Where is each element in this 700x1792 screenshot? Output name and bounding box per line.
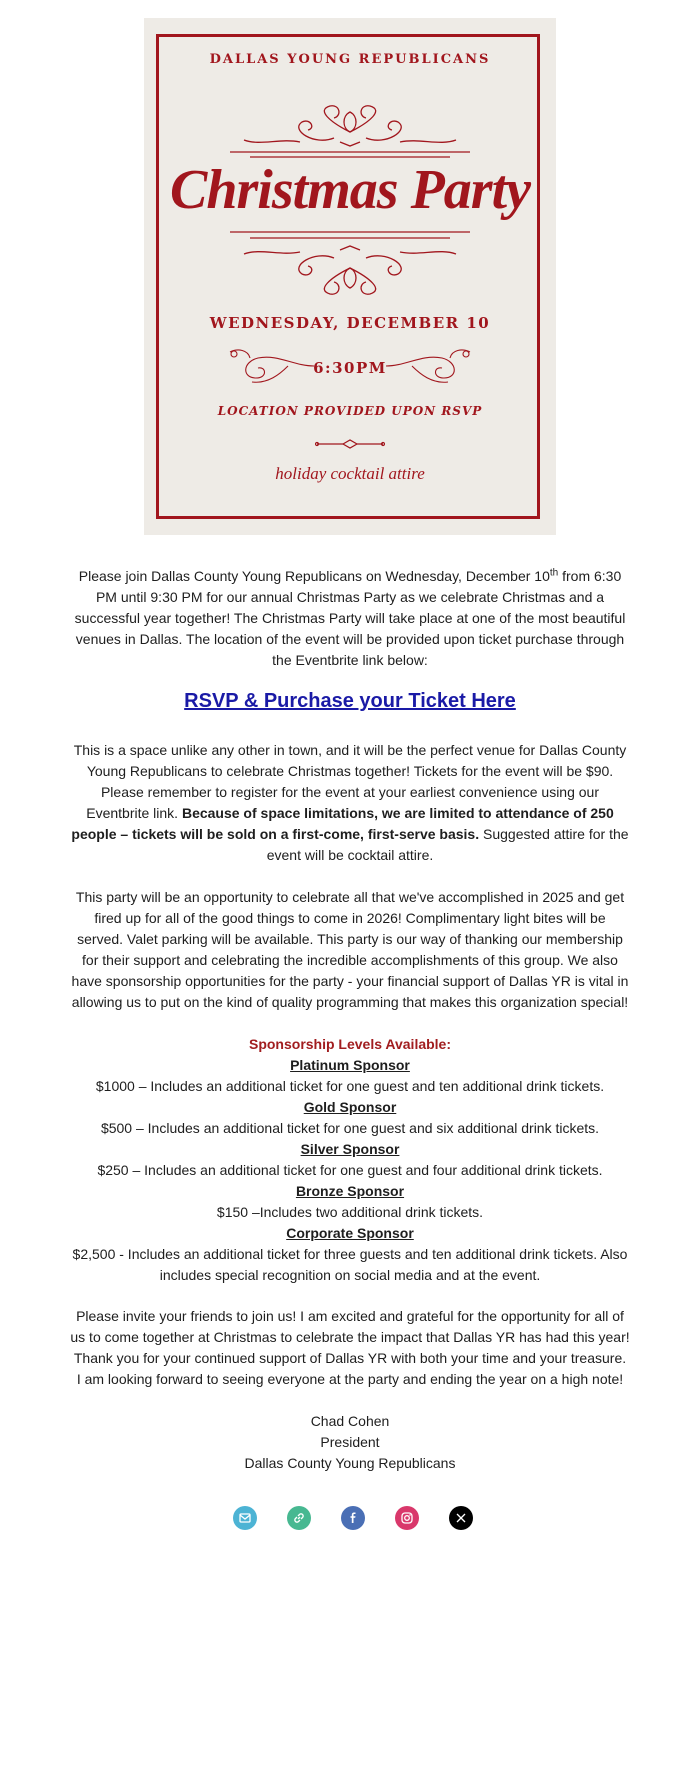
email-icon[interactable] [233,1506,257,1530]
sponsor-level-name: Bronze Sponsor [295,1183,405,1199]
signature-block [70,1411,630,1474]
party-paragraph: This party will be an opportunity to celebrate all that we've accomplished in 2025 and get fired up for all of the good things to come in 2026! Complimentary light bites will be served. Valet parking will be available. This party is our way of thanking our membership for their support and celebrating the incredible accomplishments of this group. We also have sponsorship opportunities for the party - your financial support of Dallas YR is vital in allowing us to put on the kind of quality programming that makes this organization special! [71,889,629,1010]
closing-paragraph: Please invite your friends to join us! I am excited and grateful for the opportunity for all of us to come together at Christmas to celebrate the impact that Dallas YR has had this year! Thank you for your continued support of Dallas YR with both your time and your treasure. I am looking forward to seeing everyone at the party and ending the year on a high note! [70,1308,630,1387]
sponsor-level-name: Gold Sponsor [303,1099,397,1115]
card-time: 6:30PM [313,359,387,377]
sponsor-level-name: Platinum Sponsor [290,1057,410,1073]
venue-capacity-notice: Because of space limitations, we are limited to attendance of 250 people – tickets will be sold on a first-come, first-serve basis. [71,805,614,842]
card-attire: holiday cocktail attire [275,464,425,483]
x-icon[interactable] [449,1506,473,1530]
facebook-icon[interactable] [341,1506,365,1530]
intro-date-suffix: th [549,567,559,579]
bottom-ornament-icon [230,228,470,298]
card-title: Christmas Party [170,159,530,221]
sponsor-level-desc: $500 – Includes an additional ticket for one guest and six additional drink tickets. [100,1120,600,1136]
time-right-flourish-icon [386,344,472,388]
venue-paragraph [70,740,630,866]
sponsor-level-desc: $2,500 - Includes an additional ticket for three guests and ten additional drink tickets. Also includes special recognition on social media and at the event. [72,1246,628,1283]
social-links [233,1506,473,1530]
signature-name: Chad Cohen [310,1413,390,1429]
rsvp-container [0,690,700,713]
signature-org: Dallas County Young Republicans [244,1455,456,1471]
sponsor-level-desc: $250 – Includes an additional ticket for one guest and four additional drink tickets. [97,1162,603,1178]
divider-ornament-icon [315,438,385,450]
intro-text-end: from 6:30 PM until 9:30 PM for our annual Christmas Party as we celebrate Christmas and a successful year together! The Christmas Party will take place at one of the most beautiful venues in Dallas. The location of the event will be provided upon ticket purchase through the Eventbrite link below: [74,568,626,668]
sponsorship-section [70,1034,630,1286]
venue-text-start: This is a space unlike any other in town, and it will be the perfect venue for Dallas County Young Republicans to celebrate Christmas together! Tickets for the event will be $90. Please remember to register for the event at your earliest convenience using our Eventbrite link. [73,742,627,821]
intro-text-start: Please join Dallas County Young Republicans on Wednesday, December 10 [78,568,550,584]
sponsor-level-desc: $1000 – Includes an additional ticket for one guest and ten additional drink tickets. [95,1078,605,1094]
card-org: DALLAS YOUNG REPUBLICANS [209,52,491,67]
sponsor-level-name: Silver Sponsor [300,1141,400,1157]
invitation-card [144,18,556,535]
signature-role: President [320,1434,380,1450]
sponsorship-heading: Sponsorship Levels Available: [248,1036,452,1052]
sponsor-level-name: Corporate Sponsor [286,1225,414,1241]
sponsor-level-desc: $150 –Includes two additional drink tickets. [216,1204,484,1220]
link-icon[interactable] [287,1506,311,1530]
rsvp-link[interactable]: RSVP & Purchase your Ticket Here [184,690,516,712]
instagram-icon[interactable] [395,1506,419,1530]
intro-paragraph [70,566,630,671]
card-date: WEDNESDAY, DECEMBER 10 [209,314,491,332]
venue-text-end: Suggested attire for the event will be cocktail attire. [266,826,629,863]
card-location: LOCATION PROVIDED UPON RSVP [217,404,483,418]
